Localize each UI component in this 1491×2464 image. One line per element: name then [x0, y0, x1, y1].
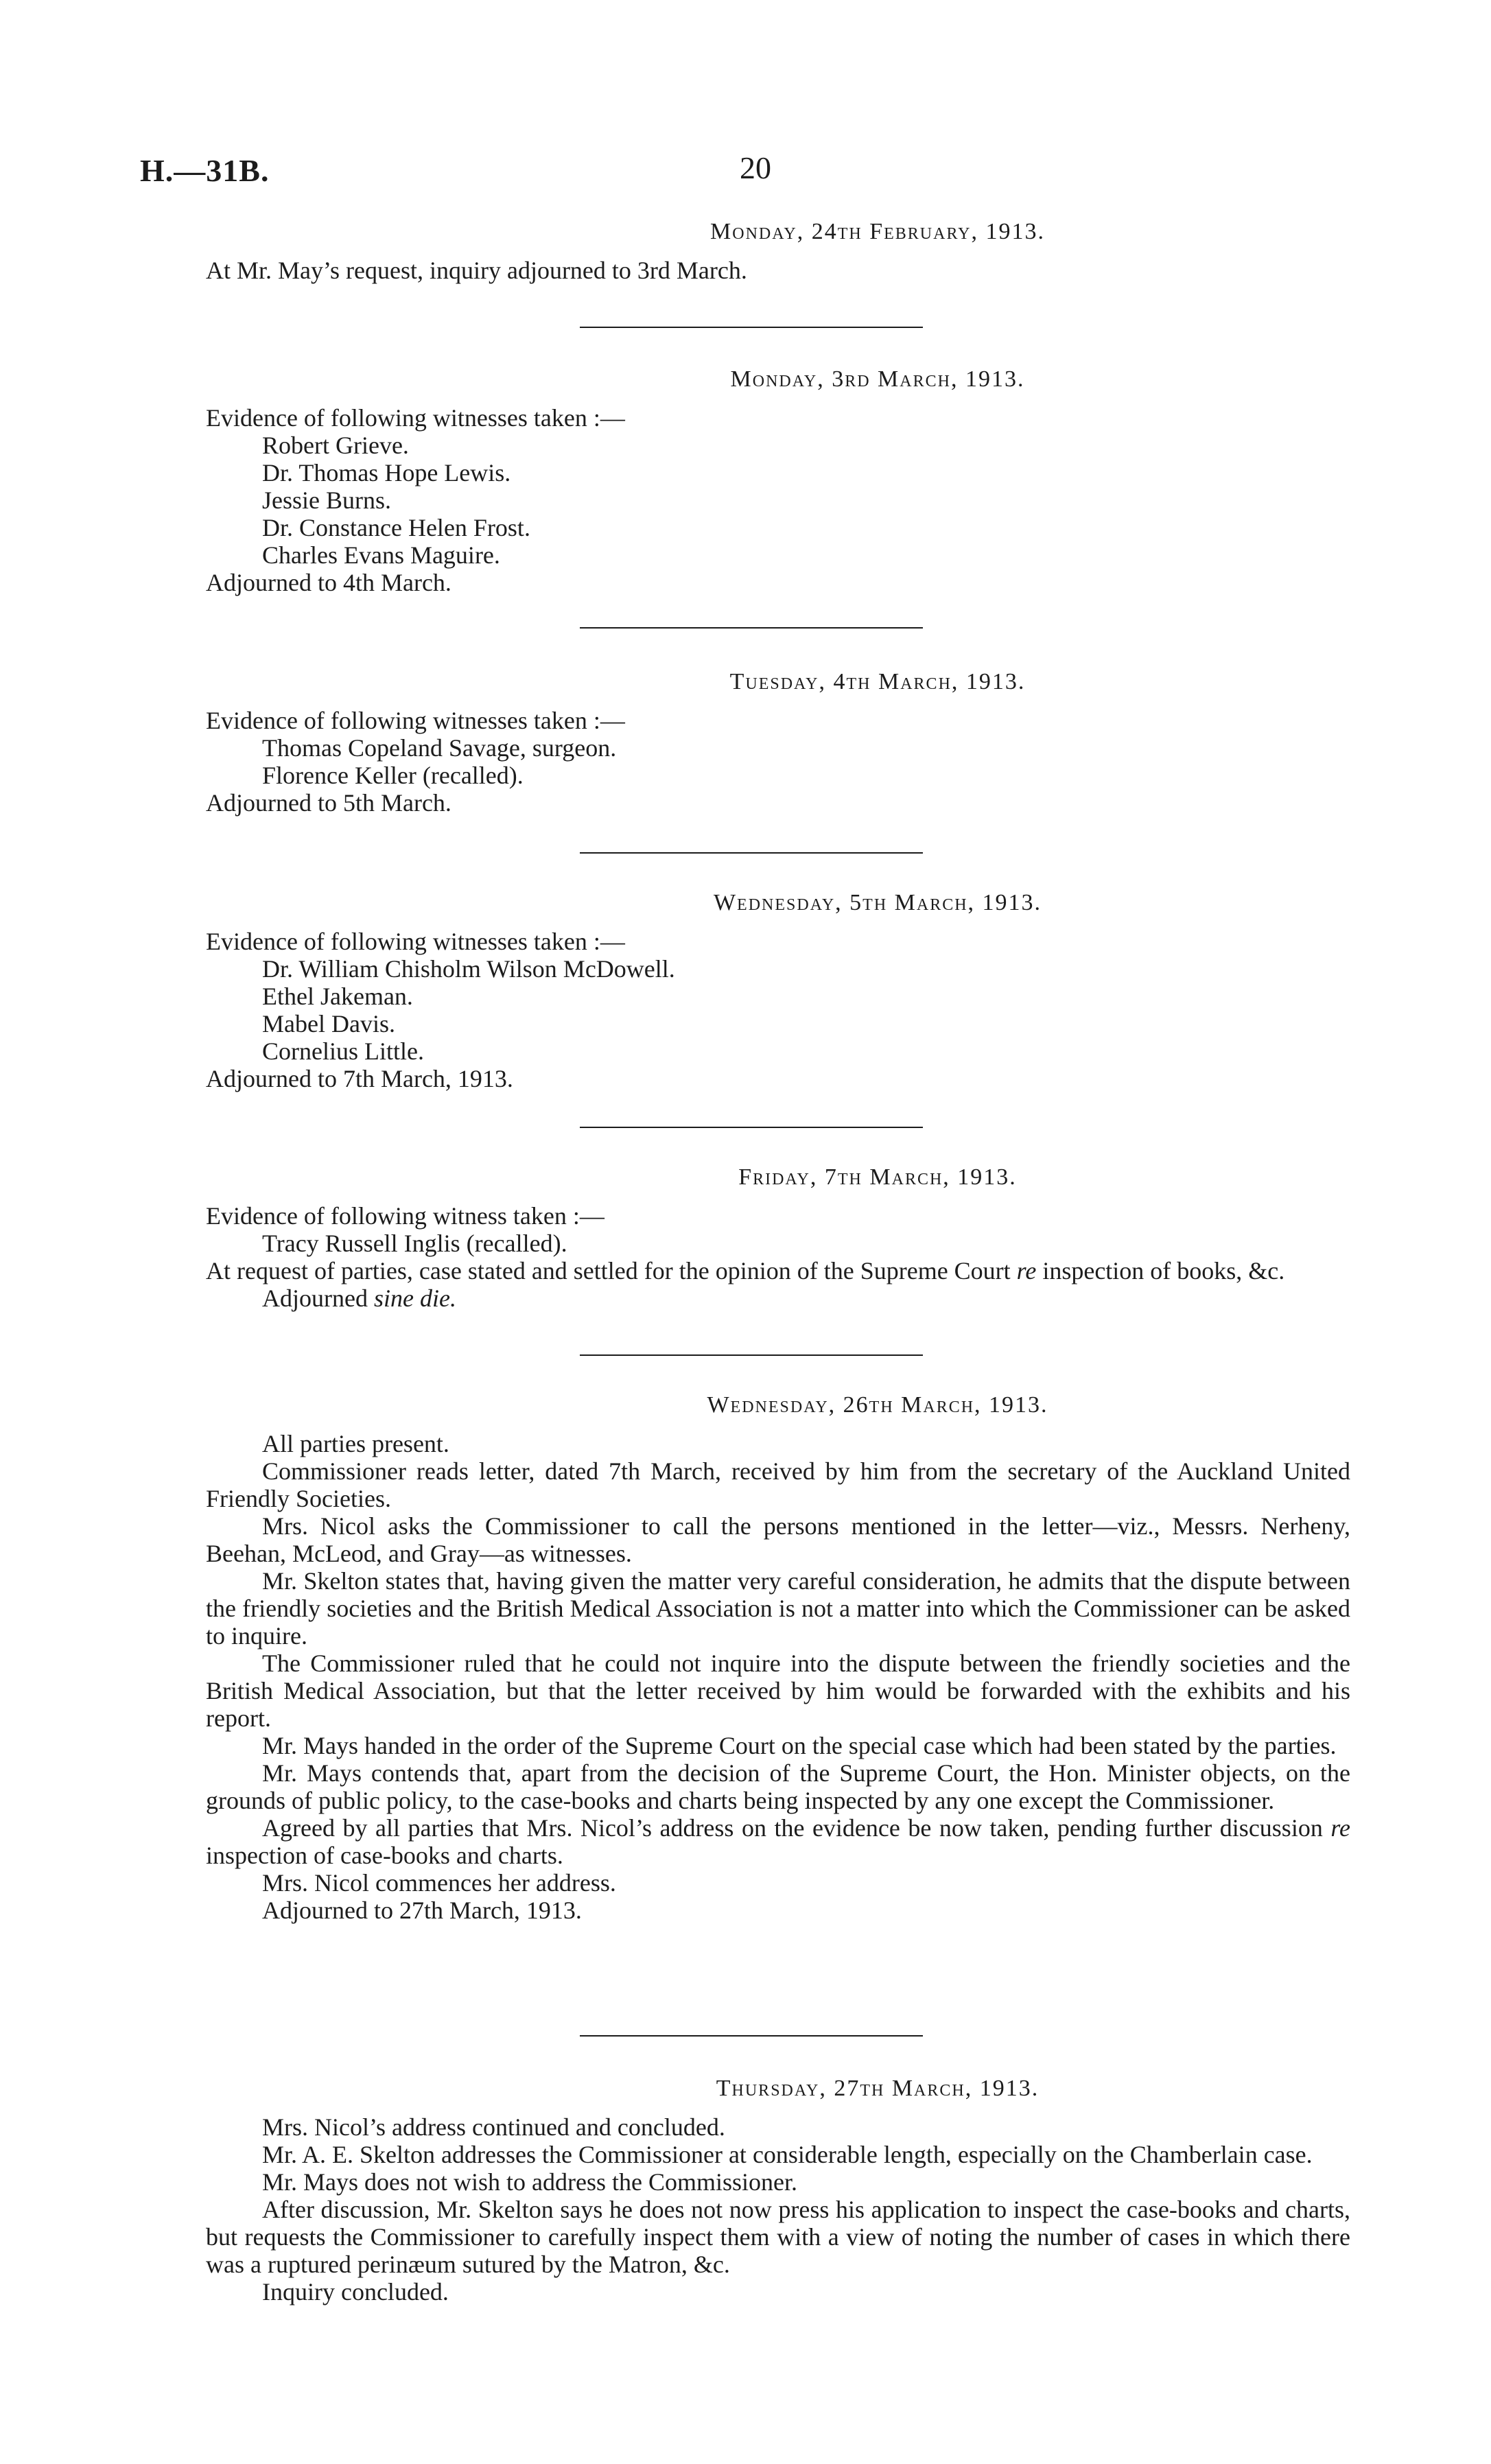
paper-reference: H.—31B.: [140, 153, 270, 188]
case-stated-re: re: [1016, 1257, 1037, 1284]
section-divider: [580, 852, 923, 854]
adjournment-line: Adjourned to 27th March, 1913.: [262, 1897, 582, 1924]
entry-3-march: [206, 366, 1350, 596]
minute-paragraph: All parties present.: [262, 1430, 449, 1457]
adjournment-line: Adjourned to 7th March, 1913.: [206, 1065, 513, 1092]
minute-paragraph: Mr. Mays handed in the order of the Supreme Court on the special case which had been stated by the parties.: [262, 1732, 1337, 1759]
witness-item: Jessie Burns.: [262, 486, 391, 514]
adjournment-line: Adjourned to 4th March.: [206, 569, 451, 596]
agreed-end: inspection of case-books and charts.: [206, 1842, 563, 1869]
adjournment-line: Adjourned to 5th March.: [206, 789, 451, 817]
witness-item: Dr. William Chisholm Wilson McDowell.: [262, 955, 675, 983]
minute-paragraph: Mr. A. E. Skelton addresses the Commissioner at considerable length, especially on the Chamberlain case.: [262, 2141, 1313, 2168]
witness-intro: Evidence of following witnesses taken :—: [206, 928, 625, 955]
witness-list: [206, 1230, 1350, 1257]
entry-date: Wednesday, 26th March, 1913.: [707, 1392, 1048, 1418]
witness-item: Florence Keller (recalled).: [262, 762, 524, 789]
witness-intro: Evidence of following witnesses taken :—: [206, 707, 625, 734]
minute-paragraph: After discussion, Mr. Skelton says he does not now press his application to inspect the case-books and charts, but requests the Commissioner to carefully inspect them with a view of noting the number of cases in which there was a ruptured perinæum sutured by the Matron, &c.: [206, 2196, 1350, 2278]
entry-26-march: [206, 1392, 1350, 1924]
adjournment-line: [206, 1284, 1350, 1312]
section-divider: [580, 1127, 923, 1128]
agreed-text: Agreed by all parties that Mrs. Nicol’s address on the evidence be now taken, pending further discussion: [262, 1814, 1323, 1842]
witness-list: [206, 432, 1350, 569]
minute-paragraph: Mr. Mays contends that, apart from the decision of the Supreme Court, the Hon. Minister objects, on the grounds of public policy, to the case-books and charts being inspected by any one except the Commissioner.: [206, 1759, 1350, 1814]
entry-date: Friday, 7th March, 1913.: [738, 1164, 1017, 1190]
witness-item: Thomas Copeland Savage, surgeon.: [262, 734, 617, 762]
witness-item: Robert Grieve.: [262, 432, 409, 459]
witness-intro: Evidence of following witness taken :—: [206, 1202, 604, 1230]
adjourned-text: Adjourned: [262, 1284, 368, 1312]
entry-date: Wednesday, 5th March, 1913.: [713, 890, 1042, 915]
section-divider: [580, 627, 923, 629]
minute-paragraph: Commissioner reads letter, dated 7th March, received by him from the secretary of the Auckland United Friendly Societies.: [206, 1457, 1350, 1512]
entry-4-march: [206, 668, 1350, 817]
entry-line: At Mr. May’s request, inquiry adjourned to 3rd March.: [206, 257, 747, 284]
case-stated-text: At request of parties, case stated and settled for the opinion of the Supreme Court: [206, 1257, 1011, 1284]
witness-item: Ethel Jakeman.: [262, 983, 413, 1010]
minute-paragraph: Mrs. Nicol commences her address.: [262, 1869, 616, 1897]
case-stated-paragraph: [206, 1257, 1350, 1284]
section-divider: [580, 1354, 923, 1356]
minute-paragraph: Mr. Skelton states that, having given the matter very careful consideration, he admits that the dispute between the friendly societies and the British Medical Association is not a matter into which the Commissioner can be asked to inquire.: [206, 1567, 1350, 1650]
witness-list: [206, 955, 1350, 1065]
witness-item: Charles Evans Maguire.: [262, 541, 500, 569]
entry-24-february: [206, 218, 1350, 284]
witness-item: Dr. Thomas Hope Lewis.: [262, 459, 511, 486]
section-divider: [580, 2035, 923, 2037]
witness-list: [206, 734, 1350, 789]
case-stated-end: inspection of books, &c.: [1042, 1257, 1285, 1284]
sine-die-text: sine die.: [373, 1284, 456, 1312]
minute-paragraph: Mrs. Nicol’s address continued and concluded.: [262, 2113, 725, 2141]
entry-5-march: [206, 889, 1350, 1092]
agreed-re: re: [1330, 1814, 1350, 1842]
page-number: 20: [740, 150, 771, 185]
minute-paragraph: Mrs. Nicol asks the Commissioner to call the persons mentioned in the letter—viz., Messrs. Nerheny, Beehan, McLeod, and Gray—as witnesses.: [206, 1512, 1350, 1567]
section-divider: [580, 327, 923, 328]
entry-7-march: [206, 1164, 1350, 1312]
entry-date: Thursday, 27th March, 1913.: [716, 2076, 1040, 2101]
agreed-paragraph: [206, 1814, 1350, 1869]
witness-item: Dr. Constance Helen Frost.: [262, 514, 530, 541]
minute-paragraph: The Commissioner ruled that he could not inquire into the dispute between the friendly societies and the British Medical Association, but that the letter received by him would be forwarded with the exhibits and his report.: [206, 1650, 1350, 1732]
witness-item: Tracy Russell Inglis (recalled).: [262, 1230, 567, 1257]
witness-item: Mabel Davis.: [262, 1010, 395, 1037]
entry-date: Monday, 3rd March, 1913.: [730, 366, 1025, 392]
witness-item: Cornelius Little.: [262, 1037, 424, 1065]
entry-27-march: [206, 2075, 1350, 2305]
minute-paragraph: Mr. Mays does not wish to address the Commissioner.: [262, 2168, 797, 2196]
entry-date: Monday, 24th February, 1913.: [710, 219, 1045, 244]
witness-intro: Evidence of following witnesses taken :—: [206, 404, 625, 432]
entry-date: Tuesday, 4th March, 1913.: [729, 669, 1026, 694]
minute-paragraph: Inquiry concluded.: [262, 2278, 449, 2305]
